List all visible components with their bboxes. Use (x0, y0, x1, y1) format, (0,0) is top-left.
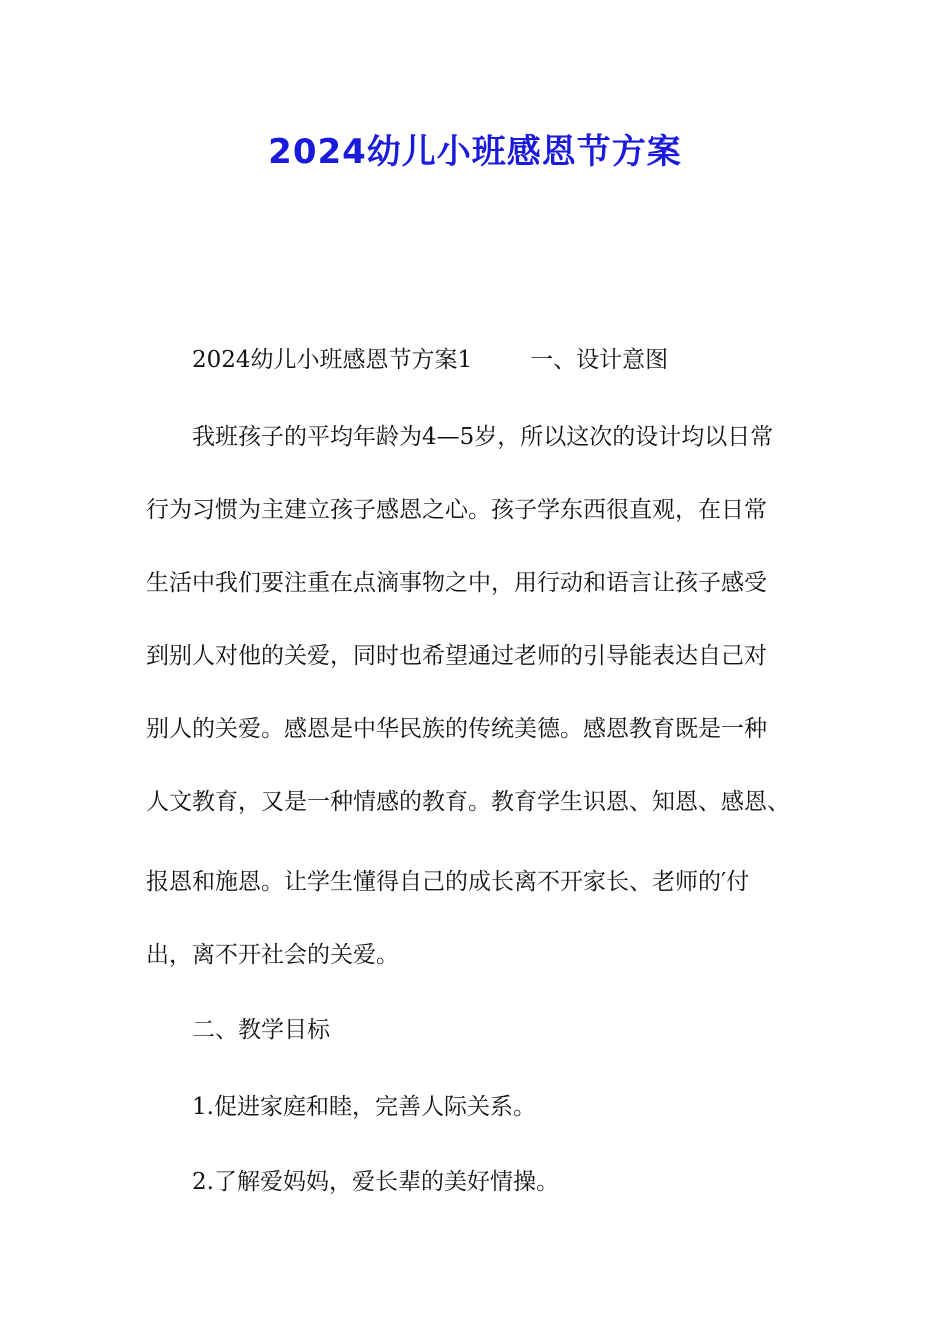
paragraph-line: 人文教育，又是一种情感的教育。教育学生识恩、知恩、感恩、 (146, 789, 790, 815)
goal-item: 2.了解爱妈妈，爱长辈的美好情操。 (192, 1169, 559, 1195)
paragraph-line: 报恩和施恩。让学生懂得自己的成长离不开家长、老师的′付 (146, 869, 750, 895)
document-title: 2024幼儿小班感恩节方案 (268, 132, 682, 172)
section-heading-design-intent: 一、设计意图 (530, 347, 669, 373)
paragraph-line: 行为习惯为主建立孩子感恩之心。孩子学东西很直观，在日常 (146, 497, 767, 523)
paragraph-line: 生活中我们要注重在点滴事物之中，用行动和语言让孩子感受 (146, 570, 767, 596)
paragraph-line: 我班孩子的平均年龄为4—5岁，所以这次的设计均以日常 (192, 424, 774, 450)
paragraph-line: 到别人对他的关爱，同时也希望通过老师的引导能表达自己对 (146, 643, 767, 669)
paragraph-line: 别人的关爱。感恩是中华民族的传统美德。感恩教育既是一种 (146, 716, 767, 742)
document-subtitle: 2024幼儿小班感恩节方案1 (192, 347, 473, 373)
paragraph-line: 出，离不开社会的关爱。 (146, 942, 399, 968)
heading-line (192, 342, 872, 378)
goal-item: 1.促进家庭和睦，完善人际关系。 (192, 1094, 536, 1120)
section-heading-teaching-goals: 二、教学目标 (192, 1017, 330, 1043)
